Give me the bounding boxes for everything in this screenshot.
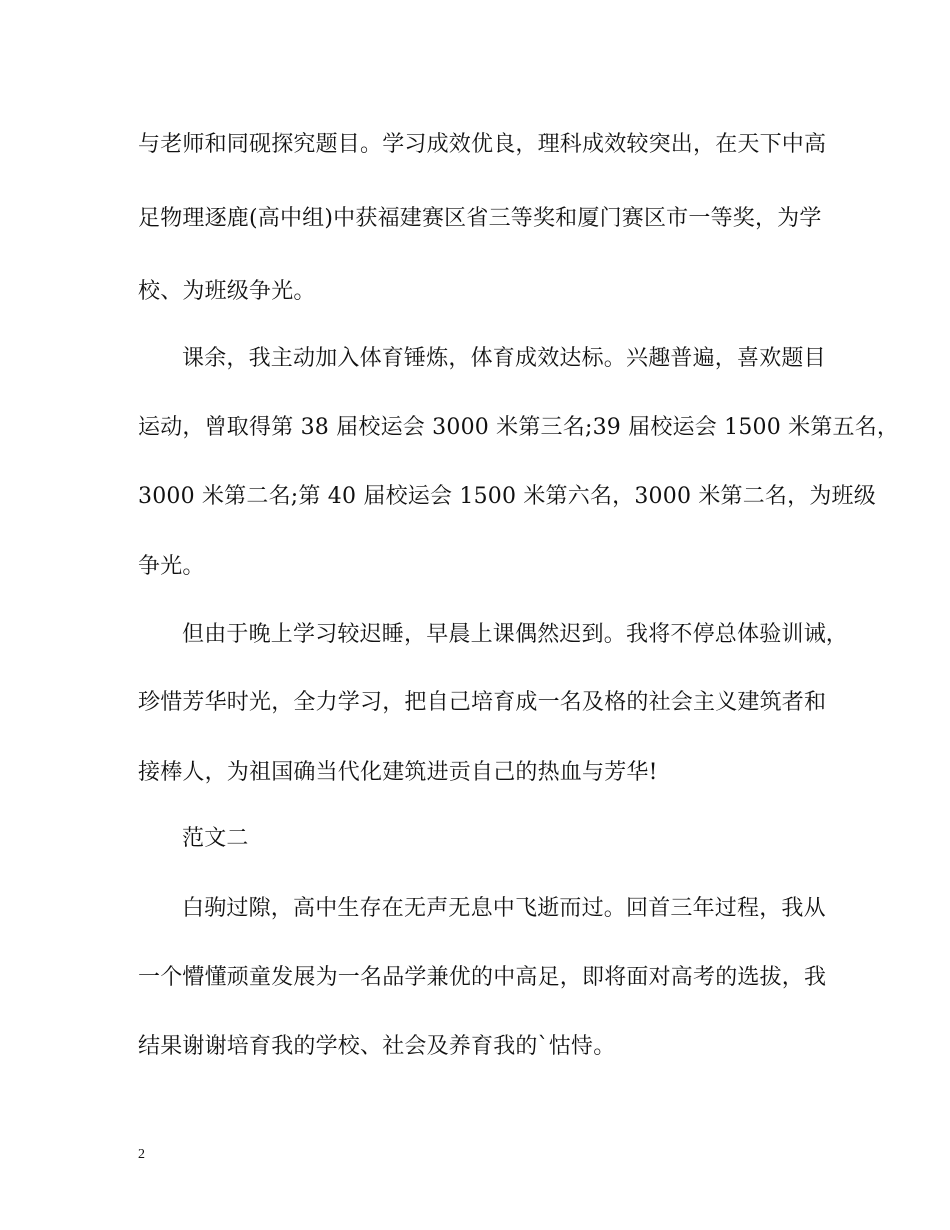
paragraph-start-line: 白驹过隙，高中生存在无声无息中飞逝而过。回首三年过程，我从 xyxy=(182,896,826,921)
text-line-1: 与老师和同砚探究题目。学习成效优良，理科成效较突出，在天下中高 xyxy=(138,132,827,157)
text-line-13: 一个懵懂顽童发展为一名品学兼优的中高足，即将面对高考的选拔，我 xyxy=(138,965,827,990)
text-line-5: 运动，曾取得第 38 届校运会 3000 米第三名;39 届校运会 1500 米第五名， xyxy=(138,415,900,440)
text-line-9: 珍惜芳华时光，全力学习，把自己培育成一名及格的社会主义建筑者和 xyxy=(138,690,827,715)
text-line-7: 争光。 xyxy=(138,554,205,579)
text-line-3: 校、为班级争光。 xyxy=(138,279,316,304)
page-number: 2 xyxy=(138,1147,145,1162)
text-line-10: 接棒人，为祖国确当代化建筑进贡自己的热血与芳华! xyxy=(138,760,658,785)
paragraph-start-line: 但由于晚上学习较迟睡，早晨上课偶然迟到。我将不停总体验训诫， xyxy=(182,622,849,647)
text-line-6: 3000 米第二名;第 40 届校运会 1500 米第六名，3000 米第二名，为班级 xyxy=(138,484,876,509)
paragraph-start-line: 课余，我主动加入体育锤炼，体育成效达标。兴趣普遍，喜欢题目 xyxy=(182,346,826,371)
text-line-14: 结果谢谢培育我的学校、社会及养育我的`怙恃。 xyxy=(138,1034,616,1059)
section-heading: 范文二 xyxy=(182,826,249,851)
text-line-2: 足物理逐鹿(高中组)中获福建赛区省三等奖和厦门赛区市一等奖，为学 xyxy=(138,206,822,231)
